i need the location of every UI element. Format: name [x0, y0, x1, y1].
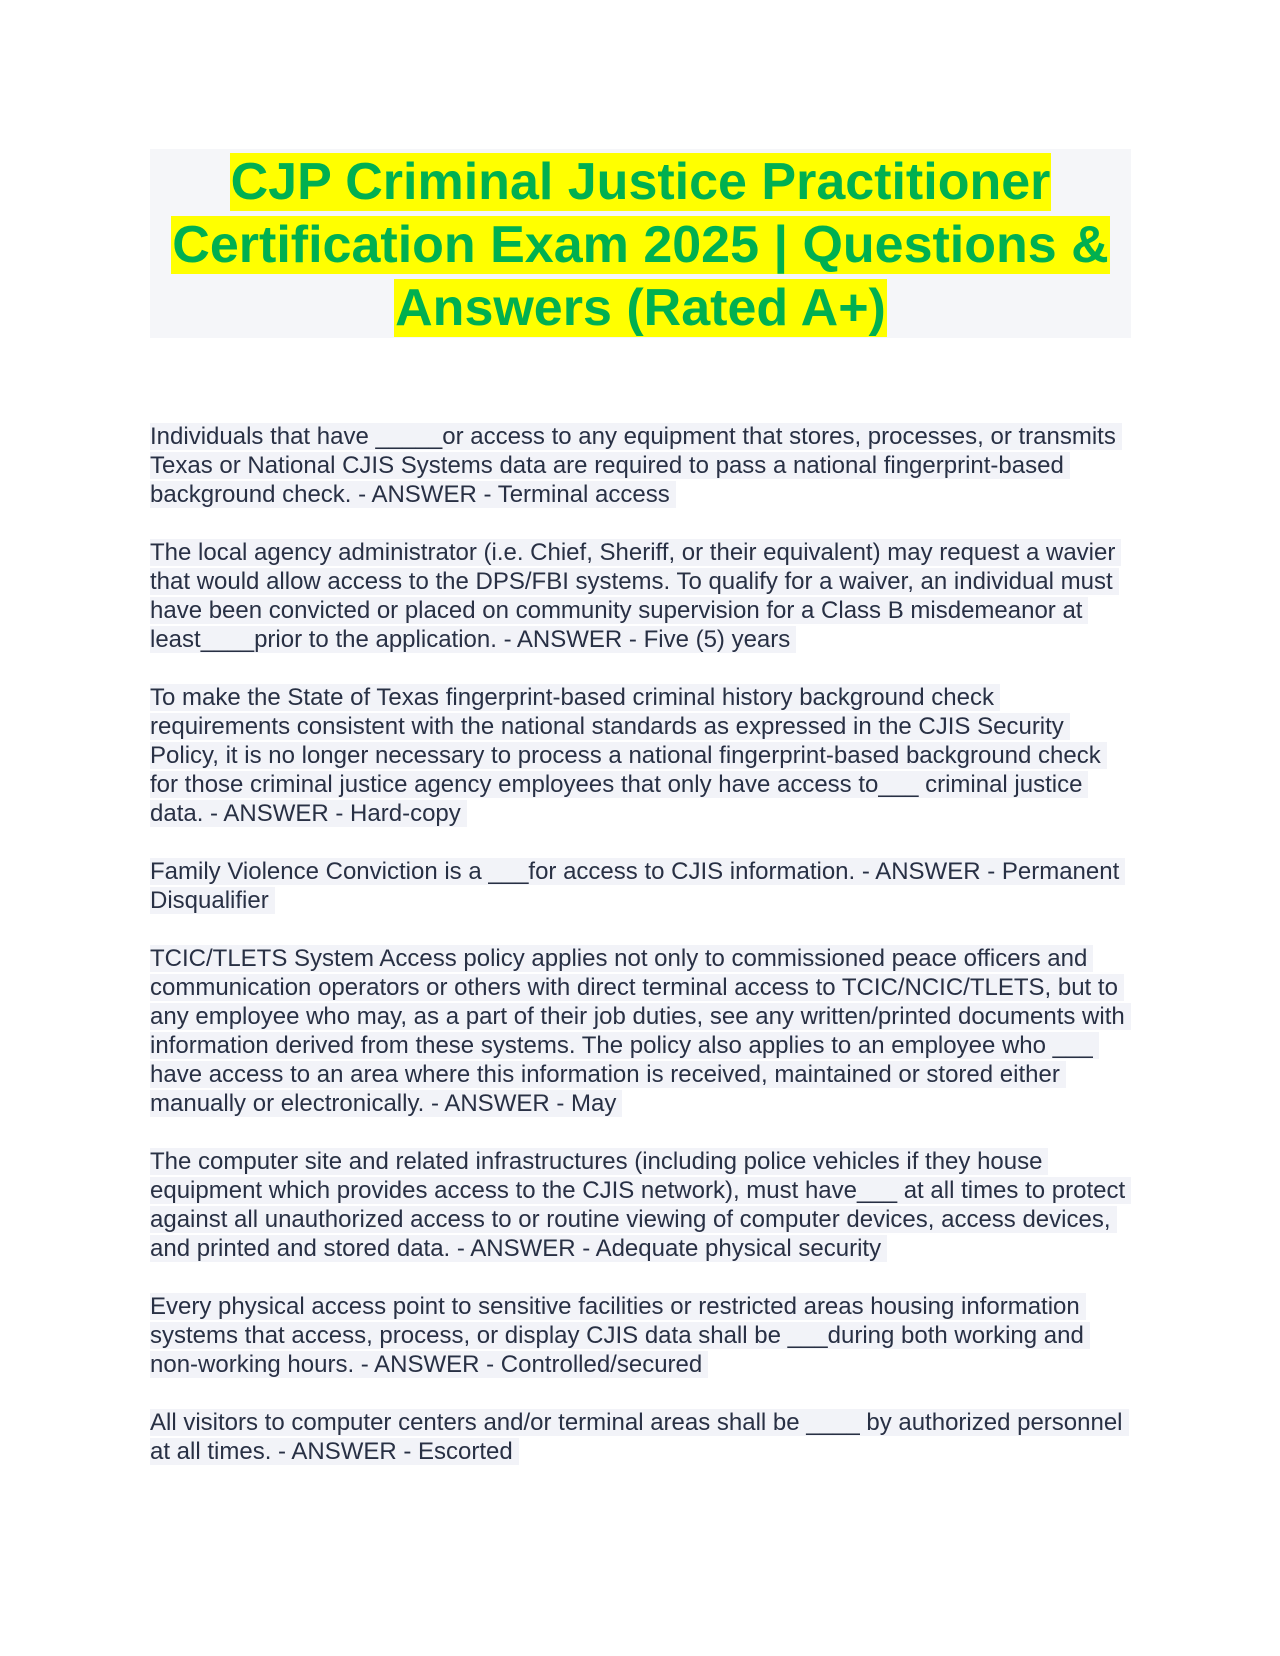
qa-item-text: All visitors to computer centers and/or terminal areas shall be ____ by authorized personnel at all times. - ANSWER - Escorted [150, 1409, 1129, 1465]
document-title-text: CJP Criminal Justice Practitioner Certification Exam 2025 | Questions & Answers (Rated A+) [172, 153, 1109, 337]
qa-item-text: TCIC/TLETS System Access policy applies not only to commissioned peace officers and communication operators or others with direct terminal access to TCIC/NCIC/TLETS, but to any employee who may, as a part of their job duties, see any written/printed documents with information derived from these systems. The policy also applies to an employee who ___ have access to an area where this information is received, maintained or stored either manually or electronically. - ANSWER - May [150, 945, 1131, 1117]
qa-item-text: To make the State of Texas fingerprint-based criminal history background check requirements consistent with the national standards as expressed in the CJIS Security Policy, it is no longer necessary to process a national fingerprint-based background check for those criminal justice agency employees that only have access to___ criminal justice data. - ANSWER - Hard-copy [150, 684, 1107, 827]
qa-item [150, 1147, 1135, 1263]
title-block [150, 149, 1131, 338]
qa-item [150, 683, 1135, 828]
qa-list [150, 422, 1135, 1495]
qa-item [150, 538, 1135, 654]
qa-item [150, 1292, 1135, 1379]
qa-item [150, 944, 1135, 1118]
document-title [150, 149, 1131, 340]
qa-item-text: The local agency administrator (i.e. Chief, Sheriff, or their equivalent) may request a wavier that would allow access to the DPS/FBI systems. To qualify for a waiver, an individual must have been convicted or placed on community supervision for a Class B misdemeanor at least____prior to the application. - ANSWER - Five (5) years [150, 539, 1121, 653]
qa-item-text: Individuals that have _____or access to any equipment that stores, processes, or transmits Texas or National CJIS Systems data are required to pass a national fingerprint-based background check. - ANSWER - Terminal access [150, 423, 1122, 508]
qa-item-text: The computer site and related infrastructures (including police vehicles if they house equipment which provides access to the CJIS network), must have___ at all times to protect against all unauthorized access to or routine viewing of computer devices, access devices, and printed and stored data. - ANSWER - Adequate physical security [150, 1148, 1131, 1262]
qa-item [150, 422, 1135, 509]
qa-item-text: Family Violence Conviction is a ___for access to CJIS information. - ANSWER - Permanent Disqualifier [150, 858, 1125, 914]
qa-item [150, 857, 1135, 915]
qa-item-text: Every physical access point to sensitive facilities or restricted areas housing information systems that access, process, or display CJIS data shall be ___during both working and non-working hours. - ANSWER - Controlled/secured [150, 1293, 1090, 1378]
qa-item [150, 1408, 1135, 1466]
